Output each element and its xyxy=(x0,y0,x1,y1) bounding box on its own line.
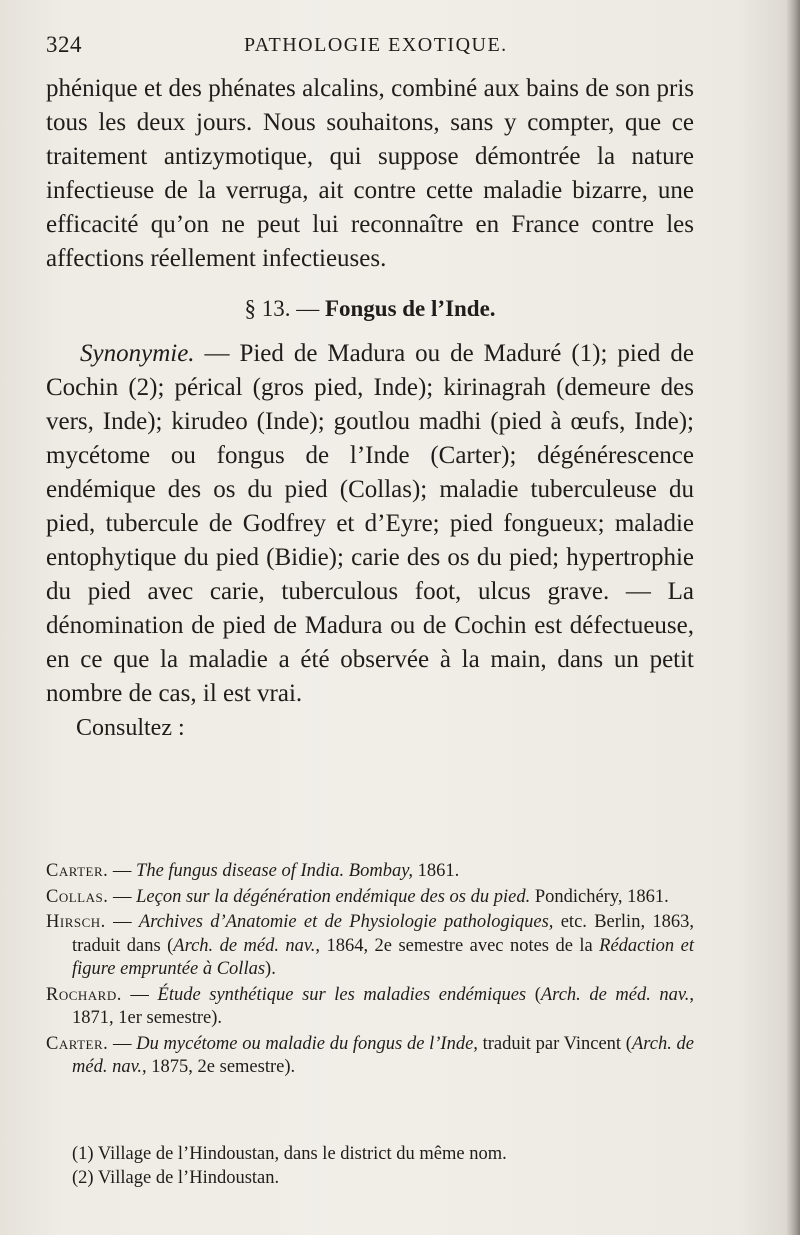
references-list xyxy=(46,860,694,1082)
footnote: (2) Village de l’Hindoustan. xyxy=(72,1168,280,1188)
page-number: 324 xyxy=(46,32,82,57)
section-title: Fongus de l’Inde. xyxy=(324,296,496,321)
reference-author: Carter. xyxy=(46,1033,109,1054)
synonymy-label: Synonymie. xyxy=(80,340,195,367)
reference-author: Hirsch. xyxy=(46,912,106,932)
reference-item: Carter. — Du mycétome ou maladie du fongus de l’Inde, traduit par Vincent (Arch. de méd. nav., 1875, 2e semestre). xyxy=(46,1033,695,1077)
reference-title: Leçon sur la dégénération endémique des os du pied. xyxy=(136,886,531,907)
reference-title: Du mycétome ou maladie du fongus de l’Inde, xyxy=(136,1033,478,1054)
reference-title: Étude synthétique sur les maladies endémiques xyxy=(157,984,527,1005)
synonymy-paragraph xyxy=(46,337,694,711)
consult-label: Consultez : xyxy=(76,715,185,741)
section-heading xyxy=(46,293,694,325)
section-number: § 13. — xyxy=(244,296,320,321)
footnotes xyxy=(72,1142,692,1190)
synonymy-text: — Pied de Madura ou de Maduré (1); pied de Cochin (2); pérical (gros pied, Inde); kirinagrah (demeure des vers, Inde); kirudeo (Inde); goutlou madhi (pied à œufs, Inde); mycétome ou fongus de l’Inde (Carter); dégénérescence endémique des os du pied (Collas); maladie tuberculeuse du pied, tubercule de Godfrey et d’Eyre; pied fongueux; maladie entophytique du pied (Bidie); carie des os du pied; hypertrophie du pied avec carie, tuberculous foot, ulcus grave. — La dénomination de pied de Madura ou de Cochin est défectueuse, en ce que la maladie a été observée à la main, dans un petit nombre de cas, il est vrai. xyxy=(46,340,694,707)
reference-title: The fungus disease of India. Bombay, xyxy=(136,861,414,881)
running-title: PATHOLOGIE EXOTIQUE. xyxy=(244,34,508,56)
reference-author: Collas. xyxy=(46,886,109,907)
reference-author: Carter. xyxy=(46,861,109,881)
page-header xyxy=(46,32,694,62)
reference-author: Rochard. xyxy=(46,984,122,1005)
footnote: (1) Village de l’Hindoustan, dans le district du même nom. xyxy=(72,1144,507,1164)
reference-item: Hirsch. — Archives d’Anatomie et de Physiologie pathologiques, etc. Berlin, 1863, traduit dans (Arch. de méd. nav., 1864, 2e semestre avec notes de la Rédaction et figure empruntée à Collas). xyxy=(46,912,695,979)
main-text xyxy=(46,72,694,745)
reference-title: Archives d’Anatomie et de Physiologie pathologiques, xyxy=(138,912,554,932)
reference-item: Rochard. — Étude synthétique sur les maladies endémiques (Arch. de méd. nav., 1871, 1er semestre). xyxy=(46,984,694,1028)
reference-item: Carter. — The fungus disease of India. Bombay, 1861. xyxy=(46,861,460,881)
reference-item: Collas. — Leçon sur la dégénération endémique des os du pied. Pondichéry, 1861. xyxy=(46,886,669,907)
intro-paragraph: phénique et des phénates alcalins, combiné aux bains de son pris tous les deux jours. Nous souhaitons, sans y compter, que ce traitement antizymotique, qui suppose démontrée la nature infectieuse de la verruga, ait contre cette maladie bizarre, une efficacité qu’on ne peut lui reconnaître en France contre les affections réellement infectieuses. xyxy=(46,75,694,272)
page-edge-shadow xyxy=(786,0,800,1235)
